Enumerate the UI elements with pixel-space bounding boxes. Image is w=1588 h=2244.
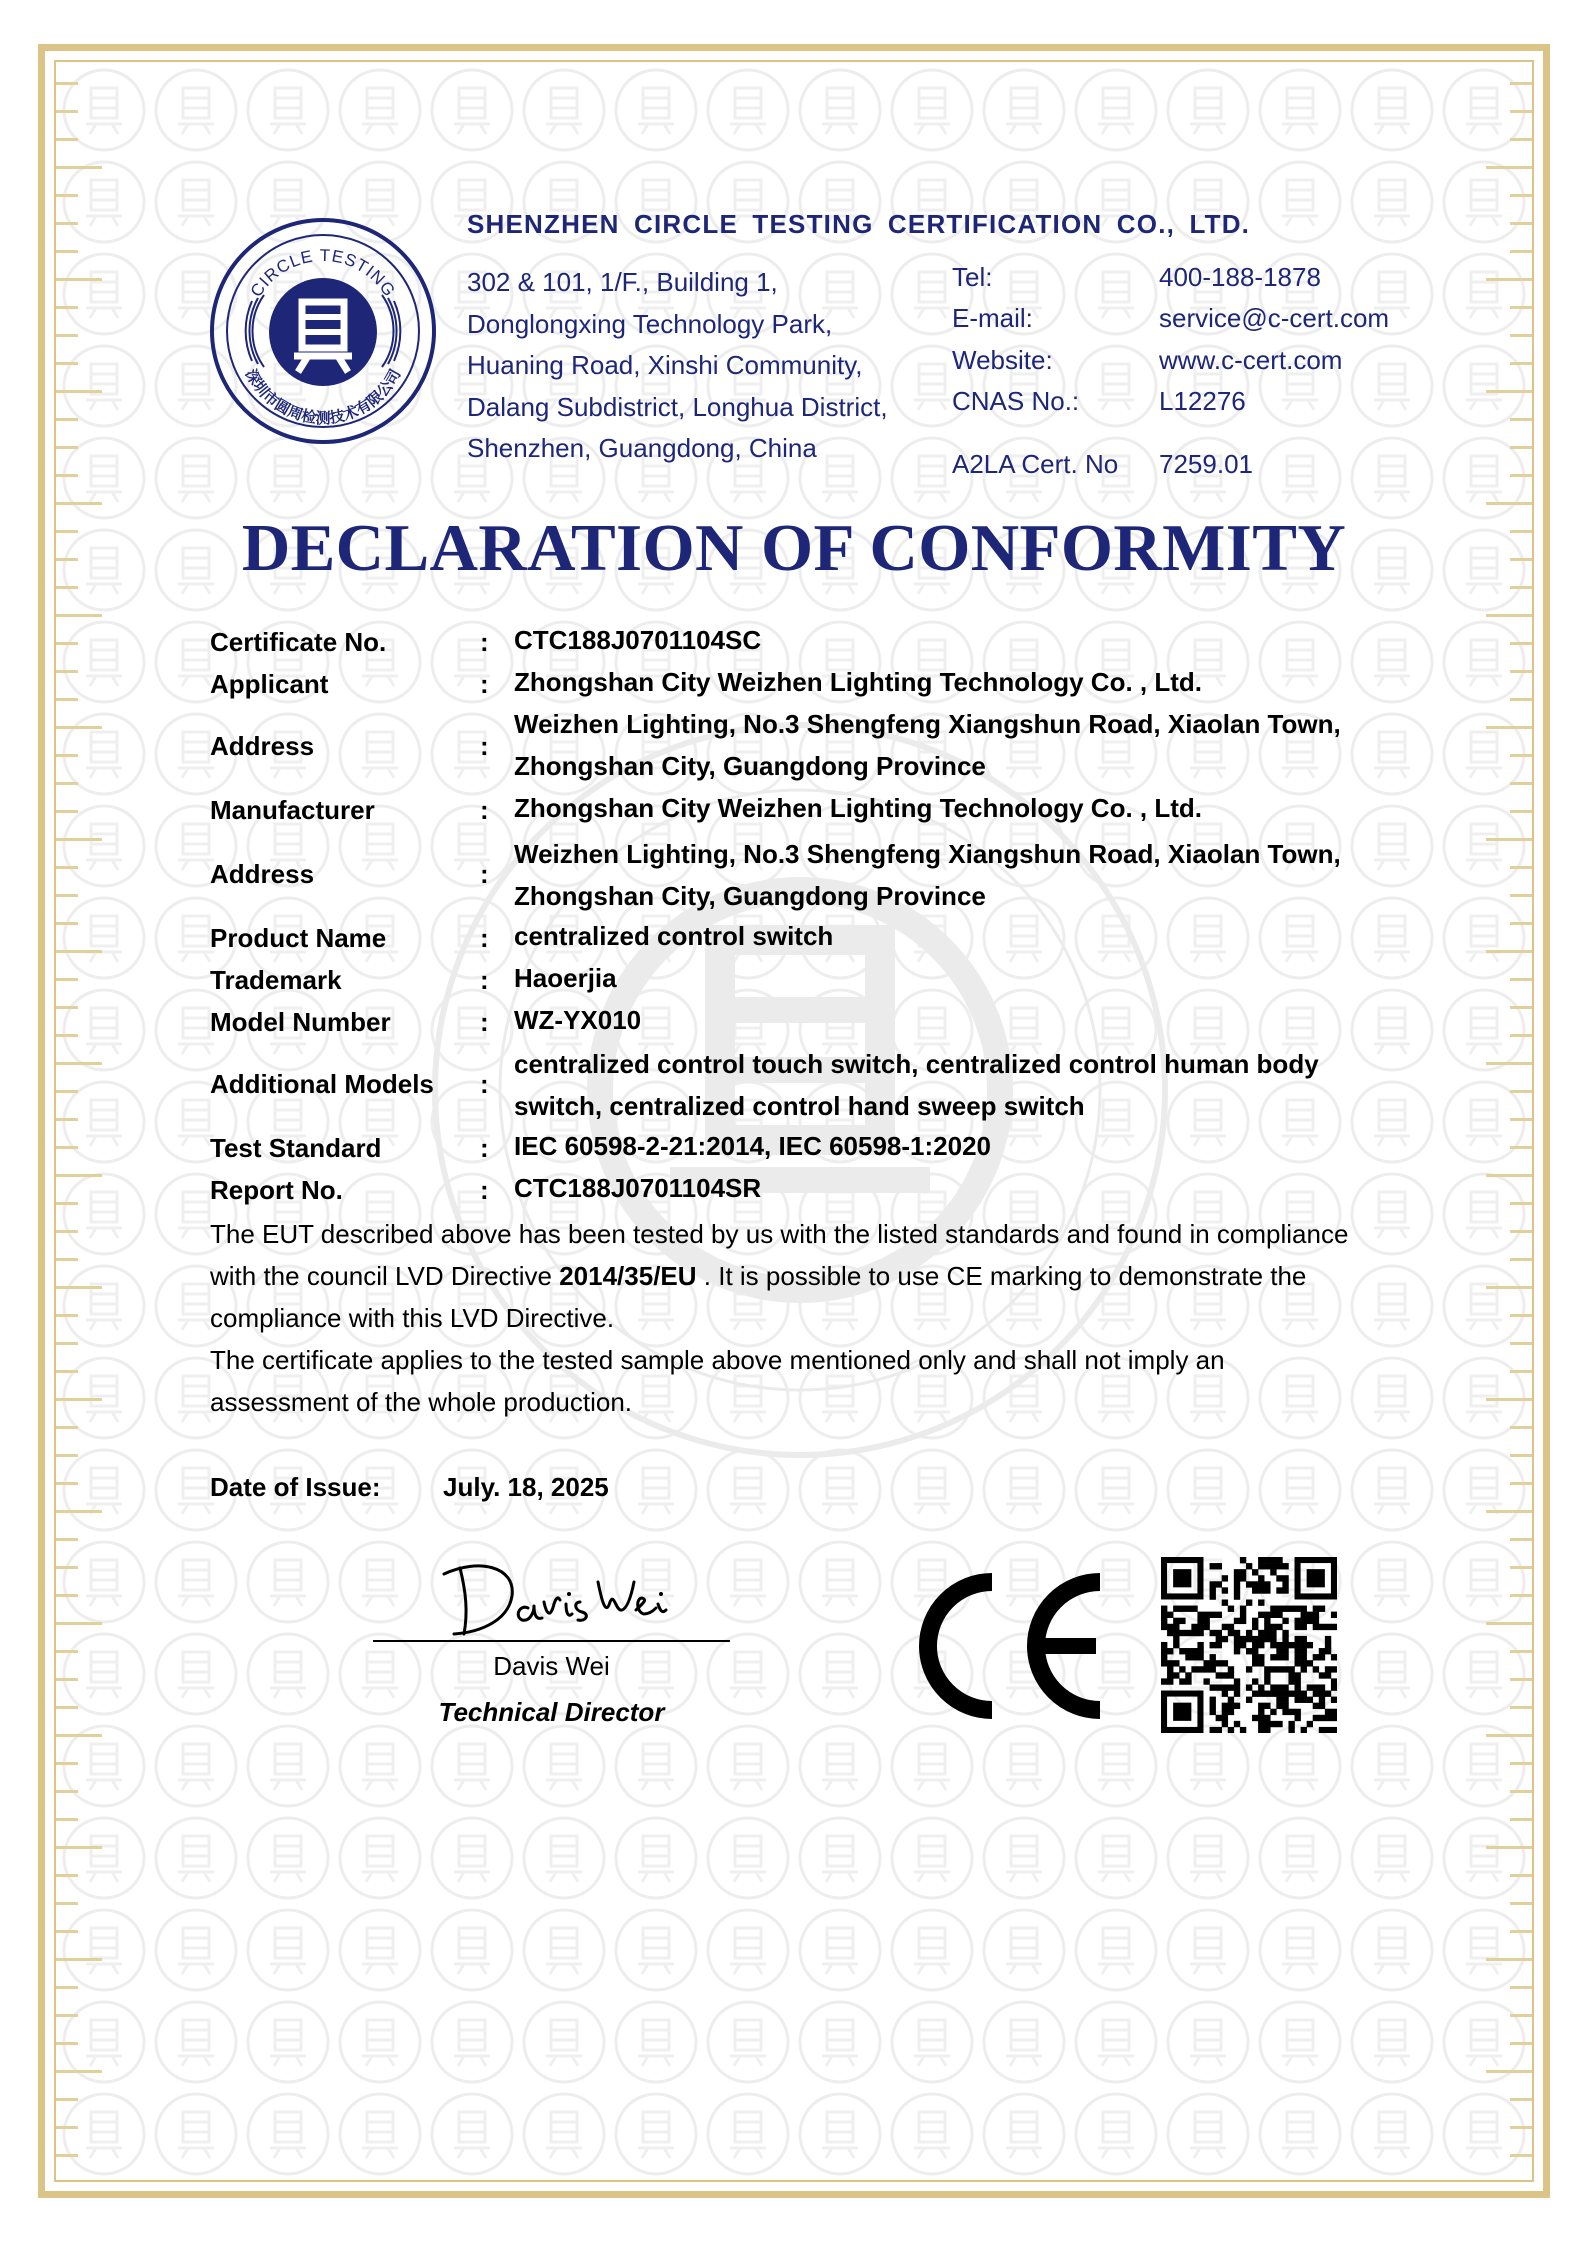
seal-text-top: CIRCLE TESTING [246,245,400,301]
border-tick [56,1034,78,1037]
field-value-line: centralized control touch switch, centralized control human body [514,1049,1319,1079]
border-tick [1486,838,1532,841]
border-tick [56,418,78,421]
issuer-company-name: SHENZHEN CIRCLE TESTING CERTIFICATION CO., LTD. [467,209,1251,239]
border-tick [56,810,78,813]
field-value-line: Haoerjia [514,963,617,993]
border-tick [1510,698,1532,701]
border-tick [1510,1314,1532,1317]
border-ticks-left [56,62,110,2180]
border-tick [1510,474,1532,477]
border-tick [56,446,78,449]
border-tick [56,670,78,673]
border-tick [56,1930,78,1933]
field-value-line: CTC188J0701104SC [514,625,762,655]
border-tick [56,978,78,981]
border-tick [56,1762,78,1765]
border-tick [1510,978,1532,981]
field-colon: : [480,627,489,657]
border-tick [1510,418,1532,421]
border-tick [56,1650,78,1653]
border-tick [1510,446,1532,449]
field-value-line: Zhongshan City Weizhen Lighting Technology Co. , Ltd. [514,793,1202,823]
border-tick [1510,1874,1532,1877]
border-tick [1510,1146,1532,1149]
border-tick [1510,1650,1532,1653]
border-tick [1486,1398,1532,1401]
border-tick [1510,1790,1532,1793]
field-label: Manufacturer [210,795,375,825]
field-value [514,619,1454,661]
field-colon: : [480,731,489,761]
border-tick [56,1426,78,1429]
border-tick [1510,2014,1532,2017]
signature-line [373,1640,730,1642]
border-tick [1510,1454,1532,1457]
border-tick [56,1566,78,1569]
directive-number: 2014/35/EU [559,1261,697,1291]
border-tick [1486,726,1532,729]
border-tick [1510,1090,1532,1093]
border-tick [56,2126,78,2129]
contact-value: 7259.01 [1159,449,1253,479]
border-tick [56,614,102,617]
field-colon: : [480,1069,489,1099]
issuer-address-line: Donglongxing Technology Park, [467,308,833,339]
contact-value: L12276 [1159,386,1246,416]
border-tick [56,1398,102,1401]
field-label: Trademark [210,965,342,995]
statement-text: . It is possible to use CE marking to demonstrate the [696,1261,1307,1291]
border-tick [1510,2154,1532,2157]
border-tick [1486,1510,1532,1513]
border-tick [56,1594,78,1597]
border-tick [1510,1538,1532,1541]
border-tick [56,726,102,729]
border-tick [1510,1566,1532,1569]
border-tick [56,1146,78,1149]
border-tick [1486,1286,1532,1289]
border-ticks-right [1478,62,1532,2180]
border-tick [1510,1594,1532,1597]
border-tick [1486,1958,1532,1961]
border-tick [1510,1342,1532,1345]
border-tick [56,1370,78,1373]
border-tick [1510,1202,1532,1205]
border-tick [1510,1370,1532,1373]
field-colon: : [480,669,489,699]
border-tick [56,838,102,841]
border-tick [1510,1818,1532,1821]
field-value-line: Zhongshan City, Guangdong Province [514,751,986,781]
border-tick [1510,642,1532,645]
border-tick [1510,1762,1532,1765]
border-tick [56,1818,78,1821]
border-tick [56,166,102,169]
field-value-line: IEC 60598-2-21:2014, IEC 60598-1:2020 [514,1131,991,1161]
border-tick [56,138,78,141]
field-value-line: centralized control switch [514,921,834,951]
field-label: Report No. [210,1175,343,1205]
contact-value: www.c-cert.com [1159,345,1343,375]
field-colon: : [480,923,489,953]
statement-line: The certificate applies to the tested sample above mentioned only and shall not imply an [210,1345,1225,1375]
border-tick [1510,138,1532,141]
contact-key: Website: [952,345,1053,375]
border-tick [56,82,78,85]
field-value [514,833,1454,917]
contact-key: A2LA Cert. No [952,449,1119,479]
border-tick [1510,1482,1532,1485]
border-tick [56,2154,78,2157]
issuer-address-line: Dalang Subdistrict, Longhua District, [467,391,888,422]
border-tick [1510,1426,1532,1429]
statement-line [210,1255,1450,1297]
border-tick [56,1622,102,1625]
field-label: Test Standard [210,1133,382,1163]
border-tick [56,1174,102,1177]
border-tick [56,2098,78,2101]
border-tick [56,2070,102,2073]
field-value [514,957,1454,999]
field-colon: : [480,1133,489,1163]
border-tick [56,1846,102,1849]
contact-key: E-mail: [952,303,1033,333]
border-tick [1510,82,1532,85]
border-tick [56,222,78,225]
border-tick [1486,1734,1532,1737]
issuer-address-line: Huaning Road, Xinshi Community, [467,350,863,380]
handwritten-signature [438,1552,668,1642]
field-label: Address [210,731,315,761]
field-value [514,1043,1454,1127]
seal-text-bottom: 深圳市圆周检测技术有限公司 [241,366,405,427]
issue-date-value: July. 18, 2025 [443,1472,609,1502]
border-tick [56,1902,78,1905]
field-label: Model Number [210,1007,391,1037]
signatory-title: Technical Director [438,1697,665,1727]
border-tick [56,2014,78,2017]
border-tick [56,1286,102,1289]
issue-date-label: Date of Issue: [210,1472,381,1502]
border-tick [1510,250,1532,253]
border-tick [56,306,78,309]
border-tick [56,642,78,645]
border-tick [1510,110,1532,113]
issuer-seal-logo [208,216,438,446]
border-tick [56,1062,102,1065]
border-tick [1486,950,1532,953]
border-tick [1486,502,1532,505]
border-tick [1510,810,1532,813]
border-tick [56,250,78,253]
field-value-line: Zhongshan City, Guangdong Province [514,881,986,911]
border-tick [1510,1230,1532,1233]
border-tick [1510,1902,1532,1905]
border-tick [56,1090,78,1093]
border-tick [56,1118,78,1121]
field-value-line: Weizhen Lighting, No.3 Shengfeng Xiangshun Road, Xiaolan Town, [514,839,1341,869]
signatory-name: Davis Wei [493,1651,610,1681]
border-tick [1510,222,1532,225]
border-tick [56,110,78,113]
border-tick [1486,1622,1532,1625]
border-tick [56,474,78,477]
document-title: DECLARATION OF CONFORMITY [241,511,1347,585]
border-tick [56,1510,102,1513]
field-label: Address [210,859,315,889]
statement-text: with the council LVD Directive [210,1261,560,1291]
border-tick [1510,306,1532,309]
field-value-line: WZ-YX010 [514,1005,642,1035]
field-value-line: Weizhen Lighting, No.3 Shengfeng Xiangshun Road, Xiaolan Town, [514,709,1341,739]
border-tick [56,1314,78,1317]
statement-line: assessment of the whole production. [210,1387,633,1417]
statement-line: The EUT described above has been tested by us with the listed standards and found in compliance [210,1219,1349,1249]
issuer-address [467,262,937,470]
border-tick [56,1482,78,1485]
border-tick [1510,2126,1532,2129]
border-tick [1510,1118,1532,1121]
border-tick [1510,2098,1532,2101]
field-value [514,661,1454,703]
border-tick [56,1678,78,1681]
border-tick [1510,754,1532,757]
border-tick [1510,334,1532,337]
border-tick [1486,614,1532,617]
border-tick [56,698,78,701]
field-label: Product Name [210,923,387,953]
border-tick [56,894,78,897]
border-tick [1486,166,1532,169]
border-tick [1510,922,1532,925]
field-value-line: Zhongshan City Weizhen Lighting Technology Co. , Ltd. [514,667,1202,697]
field-value [514,1125,1454,1167]
border-tick [1510,1258,1532,1261]
border-tick [1510,894,1532,897]
border-tick [56,754,78,757]
field-colon: : [480,795,489,825]
border-tick [56,922,78,925]
border-tick [1486,278,1532,281]
ce-mark-logo [900,1572,1110,1720]
border-tick [1486,1174,1532,1177]
border-tick [1510,1006,1532,1009]
field-colon: : [480,1007,489,1037]
border-tick [1510,2042,1532,2045]
border-tick [1486,1062,1532,1065]
field-label: Certificate No. [210,627,387,657]
border-tick [56,502,102,505]
statement-line: compliance with this LVD Directive. [210,1303,615,1333]
border-tick [56,1734,102,1737]
border-tick [56,1454,78,1457]
field-value-line: switch, centralized control hand sweep switch [514,1091,1085,1121]
border-tick [56,334,78,337]
border-tick [1510,362,1532,365]
border-tick [1510,1986,1532,1989]
border-tick [56,1202,78,1205]
border-tick [56,1874,78,1877]
field-value [514,1167,1454,1209]
qr-code-icon [1161,1557,1337,1733]
border-tick [56,362,78,365]
border-tick [1510,194,1532,197]
border-tick [1510,670,1532,673]
border-tick [56,1006,78,1009]
border-tick [56,390,102,393]
field-value [514,703,1454,787]
border-tick [56,1342,78,1345]
border-tick [1510,1706,1532,1709]
issuer-address-line: Shenzhen, Guangdong, China [467,433,817,463]
border-tick [56,1706,78,1709]
contact-value: 400-188-1878 [1159,262,1321,292]
field-value-line: CTC188J0701104SR [514,1173,762,1203]
field-label: Applicant [210,669,329,699]
field-colon: : [480,859,489,889]
border-tick [56,1958,102,1961]
border-tick [1510,866,1532,869]
border-tick [56,2042,78,2045]
contact-value: service@c-cert.com [1159,303,1390,333]
field-colon: : [480,1175,489,1205]
border-tick [1510,782,1532,785]
field-value [514,787,1454,829]
border-tick [1510,1034,1532,1037]
border-tick [56,1538,78,1541]
field-value [514,999,1454,1041]
field-label: Additional Models [210,1069,434,1099]
border-tick [56,194,78,197]
border-tick [1486,2070,1532,2073]
field-value [514,915,1454,957]
border-tick [56,782,78,785]
border-tick [1486,390,1532,393]
border-tick [56,1790,78,1793]
field-colon: : [480,965,489,995]
contact-key: Tel: [952,262,993,292]
border-tick [56,866,78,869]
border-tick [56,1230,78,1233]
border-tick [1486,1846,1532,1849]
border-tick [56,1258,78,1261]
contact-key: CNAS No.: [952,386,1080,416]
issuer-address-line: 302 & 101, 1/F., Building 1, [467,267,778,297]
border-tick [1510,1930,1532,1933]
border-tick [56,950,102,953]
compliance-statement [210,1213,1450,1423]
border-tick [56,278,102,281]
border-tick [1510,1678,1532,1681]
border-tick [56,1986,78,1989]
